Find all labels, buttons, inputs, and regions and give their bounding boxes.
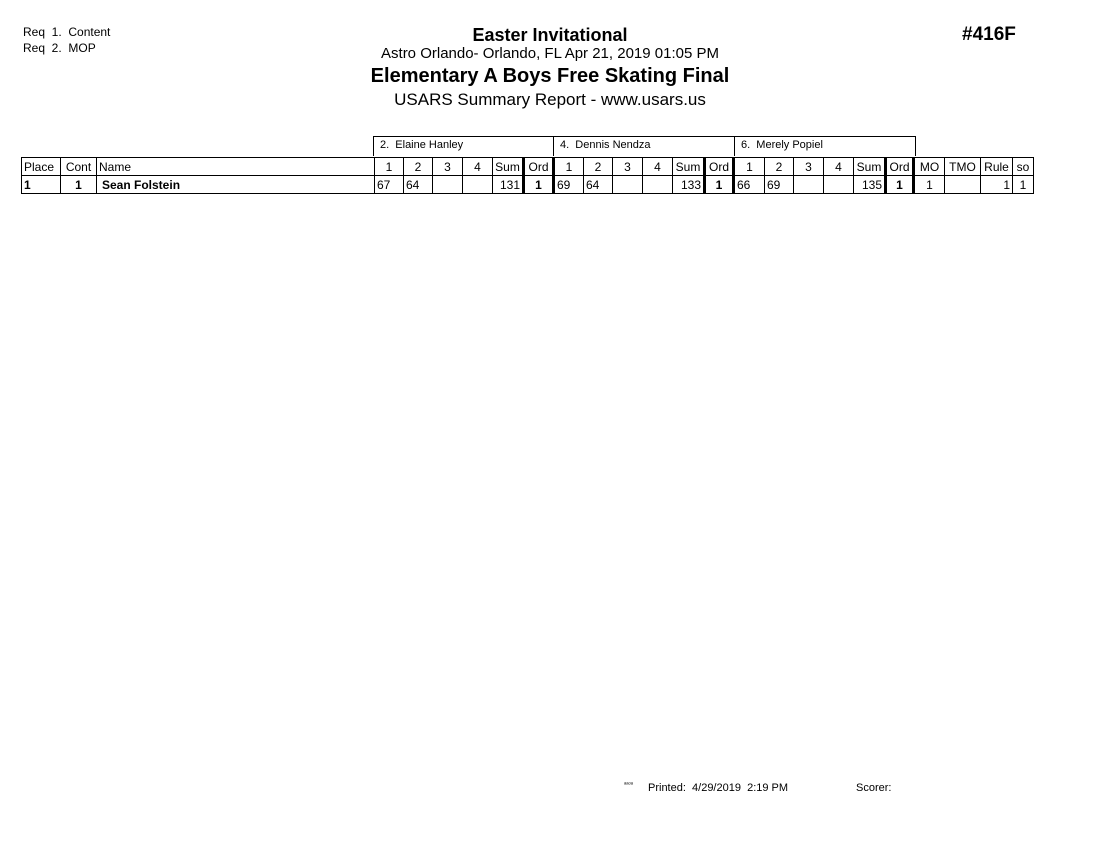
j2-sum: 133 bbox=[673, 176, 705, 194]
row-rule: 1 bbox=[981, 176, 1013, 194]
j2-col-2: 2 bbox=[584, 158, 613, 176]
j1-col-sum: Sum bbox=[493, 158, 524, 176]
col-name: Name bbox=[97, 158, 375, 176]
j3-col-2: 2 bbox=[765, 158, 794, 176]
report-title: USARS Summary Report - www.usars.us bbox=[394, 90, 706, 109]
judge-header-2: 4. Dennis Nendza bbox=[553, 136, 735, 156]
j3-score-3 bbox=[794, 176, 824, 194]
col-place: Place bbox=[22, 158, 61, 176]
j3-col-sum: Sum bbox=[854, 158, 886, 176]
row-mo: 1 bbox=[914, 176, 945, 194]
j2-score-3 bbox=[613, 176, 643, 194]
j2-ord: 1 bbox=[705, 176, 734, 194]
col-so: so bbox=[1013, 158, 1034, 176]
row-so: 1 bbox=[1013, 176, 1034, 194]
j1-score-3 bbox=[433, 176, 463, 194]
j1-col-4: 4 bbox=[463, 158, 493, 176]
j2-col-3: 3 bbox=[613, 158, 643, 176]
j2-col-1: 1 bbox=[554, 158, 584, 176]
col-rule: Rule bbox=[981, 158, 1013, 176]
row-skater-name: Sean Folstein bbox=[97, 176, 375, 194]
judge-header-3: 6. Merely Popiel bbox=[734, 136, 916, 156]
j1-col-ord: Ord bbox=[524, 158, 554, 176]
j2-score-2: 64 bbox=[584, 176, 613, 194]
j3-score-2: 69 bbox=[765, 176, 794, 194]
j1-score-1: 67 bbox=[375, 176, 404, 194]
j3-col-3: 3 bbox=[794, 158, 824, 176]
j1-score-4 bbox=[463, 176, 493, 194]
judge-header-1: 2. Elaine Hanley bbox=[373, 136, 554, 156]
row-place: 1 bbox=[22, 176, 61, 194]
footer-mark: ᵃᵃᵒᵃ bbox=[624, 782, 633, 788]
j1-col-1: 1 bbox=[375, 158, 404, 176]
j3-sum: 135 bbox=[854, 176, 886, 194]
col-cont: Cont bbox=[61, 158, 97, 176]
row-tmo bbox=[945, 176, 981, 194]
event-location-datetime: Astro Orlando- Orlando, FL Apr 21, 2019 01:05 PM bbox=[381, 45, 719, 62]
j2-col-4: 4 bbox=[643, 158, 673, 176]
j1-col-2: 2 bbox=[404, 158, 433, 176]
j3-score-4 bbox=[824, 176, 854, 194]
col-mo: MO bbox=[914, 158, 945, 176]
j2-score-4 bbox=[643, 176, 673, 194]
j2-score-1: 69 bbox=[554, 176, 584, 194]
j3-col-ord: Ord bbox=[886, 158, 914, 176]
table-header-row bbox=[22, 158, 1034, 176]
requirement-1: Req 1. Content bbox=[23, 25, 111, 39]
j2-col-ord: Ord bbox=[705, 158, 734, 176]
j3-col-1: 1 bbox=[734, 158, 765, 176]
event-number: #416F bbox=[962, 24, 1016, 45]
scorer-label: Scorer: bbox=[856, 782, 892, 794]
j3-score-1: 66 bbox=[734, 176, 765, 194]
event-title: Easter Invitational bbox=[472, 25, 628, 45]
j1-sum: 131 bbox=[493, 176, 524, 194]
requirement-2: Req 2. MOP bbox=[23, 41, 96, 55]
j1-score-2: 64 bbox=[404, 176, 433, 194]
row-cont: 1 bbox=[61, 176, 97, 194]
j1-ord: 1 bbox=[524, 176, 554, 194]
j2-col-sum: Sum bbox=[673, 158, 705, 176]
j3-col-4: 4 bbox=[824, 158, 854, 176]
results-table bbox=[21, 157, 1034, 194]
j1-col-3: 3 bbox=[433, 158, 463, 176]
printed-timestamp: Printed: 4/29/2019 2:19 PM bbox=[648, 782, 789, 794]
event-name: Elementary A Boys Free Skating Final bbox=[370, 65, 730, 87]
table-row bbox=[22, 176, 1034, 194]
j3-ord: 1 bbox=[886, 176, 914, 194]
col-tmo: TMO bbox=[945, 158, 981, 176]
